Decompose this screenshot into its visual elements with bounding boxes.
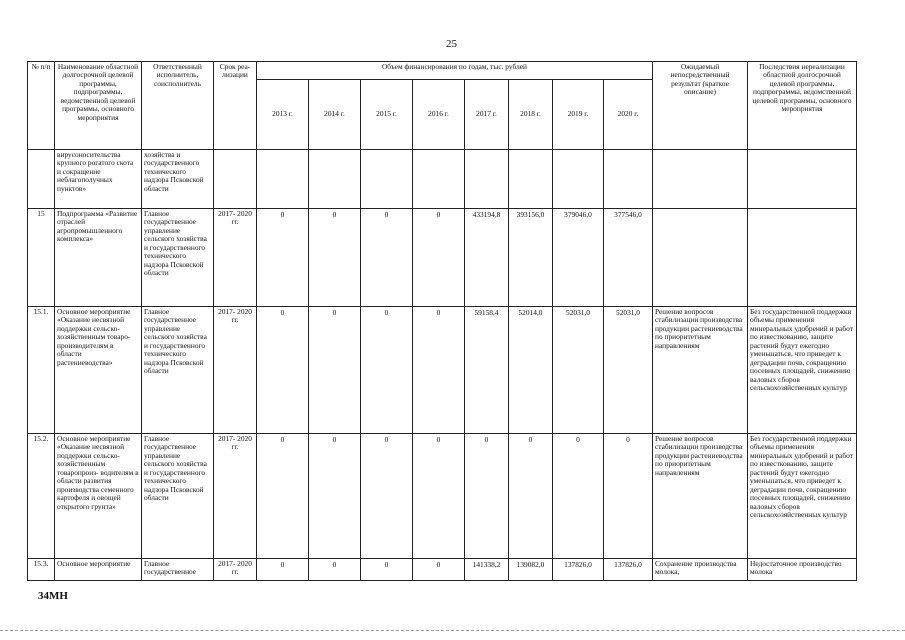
row-consequences: Без государственной поддержки объемы применения минеральных удобрений и работ по известкованию, защите растений будут ежегодно уменьшаться, что приведет к деградации почв, сокращению посевных площадей, снижению валовых сборов сельскохозяйственных культур [748, 307, 857, 434]
row-consequences: Недостаточное производство молока [748, 559, 857, 581]
row-value: 0 [309, 434, 361, 559]
row-executor: Главное государственное [142, 559, 214, 581]
row-value: 52014,0 [509, 307, 553, 434]
row-value [604, 150, 653, 209]
row-value [553, 150, 604, 209]
row-consequences: Без государственной поддержки объемы применения минеральных удобрений и работ по известкованию, защите растений будут ежегодно уменьшаться, что приведет к деградации почв, сокращению посевных площадей, снижению валовых сборов сельскохозяйственных культур [748, 434, 857, 559]
row-value: 0 [413, 434, 465, 559]
row-executor: Главное государственное управление сельского хозяйства и государственного технического надзора Псковской области [142, 209, 214, 307]
row-period: 2017- 2020 гг. [214, 209, 257, 307]
row-value: 52031,0 [553, 307, 604, 434]
row-executor: хозяйства и государственного технического надзора Псковской области [142, 150, 214, 209]
row-value [509, 150, 553, 209]
row-result: Решение вопросов стабилизации производства продукции растениеводства по приоритетным направлениям [653, 434, 748, 559]
year-header: 2019 г. [553, 80, 604, 150]
year-header: 2018 г. [509, 80, 553, 150]
header-period: Срок реа- лизации [214, 62, 257, 150]
row-period [214, 150, 257, 209]
row-name: Основное мероприятие «Оказание несвязной поддержки сельско- хозяйственным товаро- производителям в области растениеводства» [55, 307, 142, 434]
page-edge-divider [0, 630, 905, 631]
row-value: 0 [309, 559, 361, 581]
row-value: 393156,0 [509, 209, 553, 307]
page-number: 25 [446, 38, 457, 50]
row-value: 137826,0 [553, 559, 604, 581]
row-result [653, 209, 748, 307]
row-value: 0 [413, 209, 465, 307]
year-header: 2016 г. [413, 80, 465, 150]
row-num: 15.2. [28, 434, 55, 559]
row-name: Подпрограмма «Развитие отраслей агропромышленного комплекса» [55, 209, 142, 307]
row-num: 15.3. [28, 559, 55, 581]
row-value: 0 [413, 559, 465, 581]
row-value: 0 [309, 209, 361, 307]
year-header: 2020 г. [604, 80, 653, 150]
row-value: 0 [361, 559, 413, 581]
row-value: 0 [361, 209, 413, 307]
table-row [28, 150, 857, 209]
header-financing: Объем финансирования по годам, тыс. рублей [257, 62, 653, 80]
header-name: Наименование областной долгосрочной целевой программы, подпрограммы, ведомственной целевой программы, основного мероприятия [55, 62, 142, 150]
row-value: 0 [604, 434, 653, 559]
row-value: 0 [413, 307, 465, 434]
row-value: 0 [309, 307, 361, 434]
row-value [413, 150, 465, 209]
row-value: 0 [257, 559, 309, 581]
header-executor: Ответственный исполнитель, соисполнитель [142, 62, 214, 150]
header-consequences: Последствия нереализации областной долгосрочной целевой программы, подпрограммы, ведомственной целевой программы, основного мероприятия [748, 62, 857, 150]
row-num: 15 [28, 209, 55, 307]
row-value: 137826,0 [604, 559, 653, 581]
row-value: 59158,4 [465, 307, 509, 434]
year-header: 2014 г. [309, 80, 361, 150]
row-name: Основное мероприятие [55, 559, 142, 581]
row-num: 15.1. [28, 307, 55, 434]
row-executor: Главное государственное управление сельского хозяйства и государственного технического надзора Псковской области [142, 434, 214, 559]
row-name: Основное мероприятие «Оказание несвязной поддержки сельско- хозяйственным товаропроиз- водителям в области развития производства семенного картофеля и овощей открытого грунта» [55, 434, 142, 559]
row-value: 139082,0 [509, 559, 553, 581]
footer-code: 34МН [38, 590, 68, 602]
table-row [28, 307, 857, 434]
row-value [257, 150, 309, 209]
row-period: 2017- 2020 гг. [214, 307, 257, 434]
row-value: 0 [257, 434, 309, 559]
row-value: 0 [509, 434, 553, 559]
row-value: 433194,8 [465, 209, 509, 307]
row-value [309, 150, 361, 209]
row-executor: Главное государственное управление сельского хозяйства и государственного технического надзора Псковской области [142, 307, 214, 434]
row-period: 2017- 2020 гг. [214, 559, 257, 581]
year-header: 2015 г. [361, 80, 413, 150]
row-value: 0 [465, 434, 509, 559]
row-value [465, 150, 509, 209]
program-table [27, 61, 857, 581]
row-value: 0 [553, 434, 604, 559]
row-value: 379046,0 [553, 209, 604, 307]
row-value: 0 [257, 307, 309, 434]
row-num [28, 150, 55, 209]
row-value: 141338,2 [465, 559, 509, 581]
row-value: 52031,0 [604, 307, 653, 434]
row-value: 0 [361, 434, 413, 559]
row-result [653, 150, 748, 209]
row-period: 2017- 2020 гг. [214, 434, 257, 559]
row-value: 377546,0 [604, 209, 653, 307]
year-header: 2013 г. [257, 80, 309, 150]
table-row [28, 434, 857, 559]
row-result: Решение вопросов стабилизации производства продукции растениеводства по приоритетным направлениям [653, 307, 748, 434]
row-value: 0 [257, 209, 309, 307]
table-row [28, 209, 857, 307]
row-value [361, 150, 413, 209]
header-num: № п/п [28, 62, 55, 150]
year-header: 2017 г. [465, 80, 509, 150]
table-row [28, 559, 857, 581]
row-name: вирусоносительства крупного рогатого скота и сокращение неблагополучных пунктов» [55, 150, 142, 209]
row-consequences [748, 150, 857, 209]
row-consequences [748, 209, 857, 307]
row-result: Сохранение производства молока, [653, 559, 748, 581]
row-value: 0 [361, 307, 413, 434]
header-result: Ожидаемый непосредственный результат (краткое описание) [653, 62, 748, 150]
